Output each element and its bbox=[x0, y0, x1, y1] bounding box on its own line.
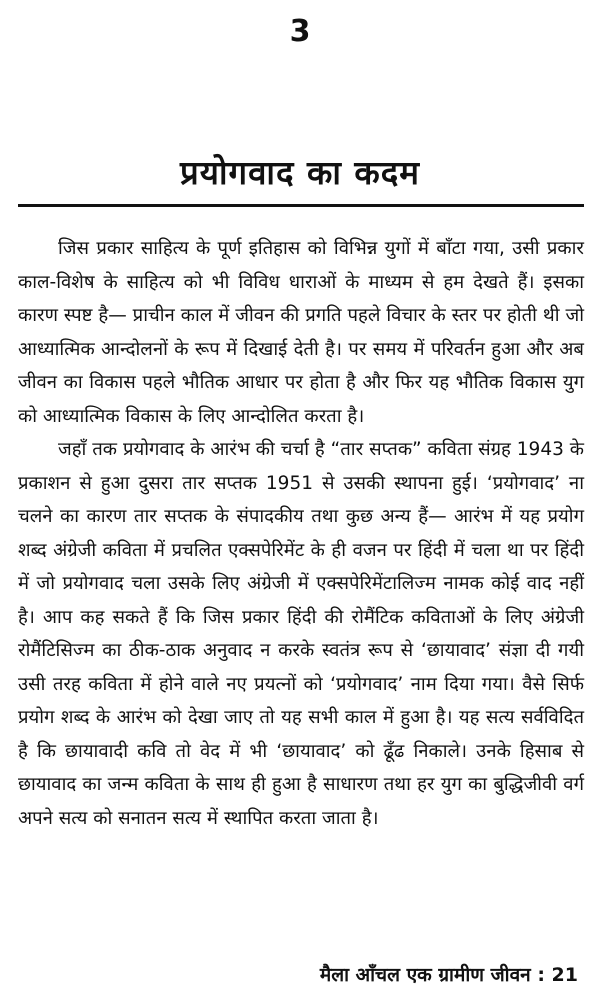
page-footer: मैला आँचल एक ग्रामीण जीवन : 21 bbox=[319, 964, 578, 986]
title-divider bbox=[18, 204, 584, 207]
paragraph: जहाँ तक प्रयोगवाद के आरंभ की चर्चा है “तार सप्तक” कविता संग्रह 1943 के प्रकाशन से हुआ दुसरा तार सप्तक 1951 से उसकी स्थापना हुई। ‘प्रयोगवाद’ ना चलने का कारण तार सप्तक के संपादकीय तथा कुछ अन्य हैं— आरंभ में यह प्रयोग शब्द अंग्रेजी कविता में प्रचलित एक्सपेरिमेंट के ही वजन पर हिंदी में चला था पर हिंदी में जो प्रयोगवाद चला उसके लिए अंग्रेजी में एक्सपेरिमेंटालिज्म नामक कोई वाद नहीं है। आप कह सकते हैं कि जिस प्रकार हिंदी की रोमैंटिक कविताओं के लिए अंग्रेजी रोमैंटिसिज्म का ठीक-ठाक अनुवाद न करके स्वतंत्र रूप से ‘छायावाद’ संज्ञा दी गयी उसी तरह कविता में होने वाले नए प्रयत्नों को ‘प्रयोगवाद’ नाम दिया गया। वैसे सिर्फ प्रयोग शब्द के आरंभ को देखा जाए तो यह सभी काल में हुआ है। यह सत्य सर्वविदित है कि छायावादी कवि तो वेद में भी ‘छायावाद’ को ढूँढ निकाले। उनके हिसाब से छायावाद का जन्म कविता के साथ ही हुआ है साधारण तथा हर युग का बुद्धिजीवी वर्ग अपने सत्य को सनातन सत्य में स्थापित करता जाता है। bbox=[18, 439, 584, 829]
paragraph: जिस प्रकार साहित्य के पूर्ण इतिहास को विभिन्न युगों में बाँटा गया, उसी प्रकार काल-विशेष के साहित्य को भी विविध धाराओं के माध्यम से हम देखते हैं। इसका कारण स्पष्ट है— प्राचीन काल में जीवन की प्रगति पहले विचार के स्तर पर होती थी जो आध्यात्मिक आन्दोलनों के रूप में दिखाई देती है। पर समय में परिवर्तन हुआ और अब जीवन का विकास पहले भौतिक आधार पर होता है और फिर यह भौतिक विकास युग को आध्यात्मिक विकास के लिए आन्दोलित करता है। bbox=[18, 238, 584, 427]
chapter-title: प्रयोगवाद का कदम bbox=[180, 153, 420, 192]
chapter-number: 3 bbox=[289, 14, 311, 49]
body-text bbox=[18, 232, 584, 835]
